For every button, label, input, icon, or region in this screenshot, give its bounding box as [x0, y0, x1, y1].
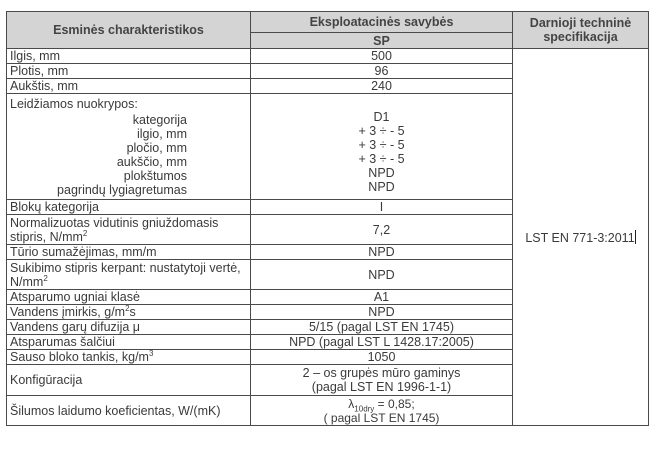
row-vapour-value: 5/15 (pagal LST EN 1745) — [251, 320, 513, 335]
row-density-value: 1050 — [251, 350, 513, 365]
row-absorption-label — [7, 305, 251, 320]
compressive-label-sup: 2 — [82, 228, 88, 238]
row-fire-label: Atsparumo ugniai klasė — [7, 290, 251, 305]
row-shear-value: NPD — [251, 260, 513, 290]
absorption-label-suffix: s — [129, 305, 136, 319]
density-label-text: Sauso bloko tankis, kg/m — [10, 350, 149, 364]
tolerance-label: pagrindų lygiagretumas — [57, 182, 187, 197]
tolerances-title: Leidžiamos nuokrypos: — [10, 96, 138, 111]
header-characteristics: Esminės charakteristikos — [7, 12, 251, 49]
thermal-value-line1: = 0,85; — [377, 396, 415, 411]
configuration-value-line1: 2 – os grupės mūro gaminys — [302, 366, 461, 380]
text-cursor — [635, 230, 636, 244]
tolerance-label: pločio, mm — [126, 140, 187, 155]
shear-label-sup: 2 — [43, 273, 48, 283]
row-shear-label — [7, 260, 251, 290]
tolerance-label: aukščio, mm — [116, 154, 187, 169]
configuration-value-line2: (pagal LST EN 1996-1-1) — [311, 380, 452, 394]
row-shrinkage-label: Tūrio sumažėjimas, mm/m — [7, 245, 251, 260]
row-compressive-value: 7,2 — [251, 215, 513, 245]
density-label-sup: 3 — [148, 348, 154, 358]
row-width-value: 96 — [251, 64, 513, 79]
shear-label-text: Sukibimo stipris kerpant: nustatytoji vertė, N/mm — [10, 260, 241, 289]
header-performance: Eksploatacinės savybės — [251, 12, 513, 33]
tolerance-value: NPD — [368, 166, 395, 180]
row-tolerances-value — [251, 94, 513, 200]
compressive-label-text: Normalizuotas vidutinis gniuždomasis stipris, N/mm — [10, 215, 219, 244]
thermal-value-line2: ( pagal LST EN 1745) — [323, 410, 440, 425]
row-length-value: 500 — [251, 49, 513, 64]
row-height-value: 240 — [251, 79, 513, 94]
row-tolerances-label — [7, 94, 251, 200]
lambda-subscript: 10dry — [354, 403, 375, 413]
tolerance-value: NPD — [368, 180, 395, 194]
row-compressive-label — [7, 215, 251, 245]
tolerance-value: + 3 ÷ - 5 — [358, 152, 405, 166]
tolerance-value: + 3 ÷ - 5 — [358, 124, 405, 138]
tolerance-label: plokštumos — [123, 168, 187, 183]
header-performance-sp: SP — [251, 33, 513, 49]
specification-value: LST EN 771-3:2011 — [525, 230, 635, 245]
specification-cell — [513, 49, 649, 426]
row-frost-label: Atsparumas šalčiui — [7, 335, 251, 350]
row-thermal-value — [251, 396, 513, 426]
absorption-label-text: Vandens įmirkis, g/m — [10, 305, 126, 319]
header-specification: Darnioji techninė specifikacija — [513, 12, 649, 49]
row-absorption-value: NPD — [251, 305, 513, 320]
row-thermal-label: Šilumos laidumo koeficientas, W/(mK) — [7, 396, 251, 426]
tolerance-label: kategorija — [132, 112, 187, 127]
row-width-label: Plotis, mm — [7, 64, 251, 79]
row-shrinkage-value: NPD — [251, 245, 513, 260]
lambda-symbol: λ — [348, 396, 355, 411]
tolerance-label: ilgio, mm — [136, 126, 187, 141]
row-block-category-label: Blokų kategorija — [7, 200, 251, 215]
row-block-category-value: I — [251, 200, 513, 215]
row-configuration-label: Konfigūracija — [7, 365, 251, 396]
row-vapour-label: Vandens garų difuzija μ — [7, 320, 251, 335]
row-configuration-value — [251, 365, 513, 396]
row-frost-value: NPD (pagal LST L 1428.17:2005) — [251, 335, 513, 350]
characteristics-table — [6, 11, 649, 426]
row-length-label: Ilgis, mm — [7, 49, 251, 64]
row-fire-value: A1 — [251, 290, 513, 305]
tolerance-value: D1 — [373, 110, 390, 124]
row-height-label: Aukštis, mm — [7, 79, 251, 94]
tolerance-value: + 3 ÷ - 5 — [358, 138, 405, 152]
absorption-label-sup: 2 — [125, 303, 130, 313]
row-density-label — [7, 350, 251, 365]
